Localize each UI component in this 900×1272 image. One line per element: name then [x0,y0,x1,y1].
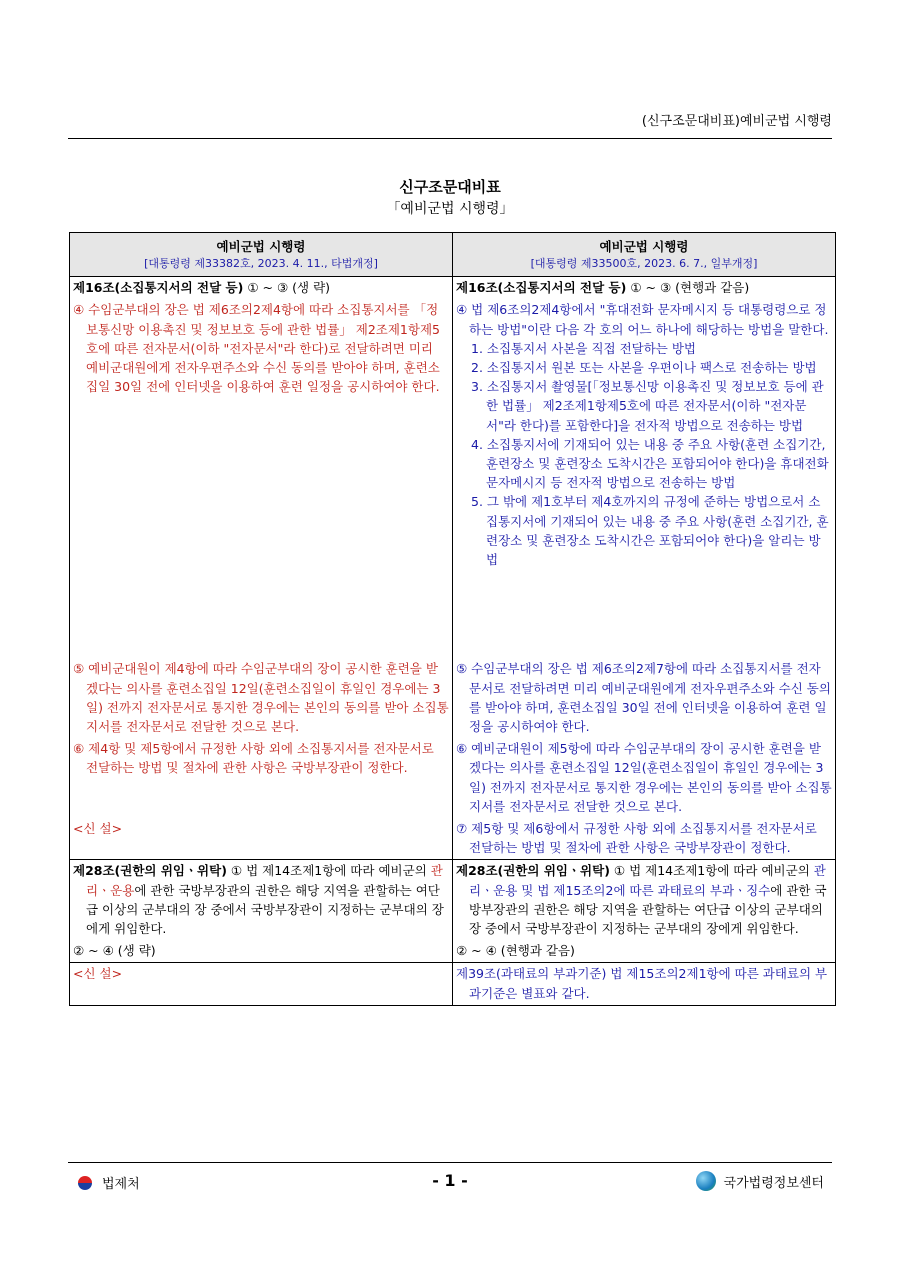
new-provision-marker: <신 설> [73,821,123,837]
article-text: ① ~ ③ (생 략) [243,280,331,296]
table-row [70,658,836,738]
changed-text: 관리ㆍ운용 [86,863,443,898]
paragraph: ② ~ ④ (현행과 같음) [456,943,575,959]
paragraph: ④ 수임군부대의 장은 법 제6조의2제4항에 따라 소집통지서를 「정보통신망 이용촉진 및 정보보호 등에 관한 법률」 제2조제1항제5호에 따른 전자문서(이하 "전자문서"라 한다)로 전달하려면 미리 예비군대원에게 전자우편주소와 수신 동의를 받아야 하며, 훈련소집일 30일 전에 인터넷을 이용하여 훈련 일정을 공시하여야 한다. [73,302,440,395]
article-heading: 제16조(소집통지서의 전달 등) [456,280,627,296]
paragraph [456,861,832,938]
comparison-table [69,232,836,1006]
paragraph: ⑥ 제4항 및 제5항에서 규정한 사항 외에 소집통지서를 전자문서로 전달하는 방법 및 절차에 관한 사항은 국방부장관이 정한다. [73,741,434,776]
list-item: 1. 소집통지서 사본을 직접 전달하는 방법 [471,340,696,356]
article-text: 에 관한 국방부장관의 권한은 해당 지역을 관할하는 여단급 이상의 군부대의 장 중에서 국방부장관이 지정하는 군부대의 장에게 위임한다. [86,882,444,937]
page-footer [68,1162,832,1199]
old-column-header [70,233,453,277]
new-cell [453,738,836,818]
changed-text: 관리ㆍ운용 및 법 제15조의2에 따른 과태료의 부과ㆍ징수 [469,863,826,898]
table-header-row [70,233,836,277]
table-row [70,738,836,818]
table-row [70,299,836,658]
article-text: ① 법 제14조제1항에 따라 예비군의 [609,863,814,879]
old-column-name: 예비군법 시행령 [216,239,306,254]
table-row [70,860,836,940]
old-cell [70,299,453,658]
new-column-name: 예비군법 시행령 [599,239,689,254]
new-cell [453,299,836,658]
old-cell [70,277,453,300]
old-cell [70,658,453,738]
old-cell [70,860,453,940]
article-heading: 제28조(권한의 위임ㆍ위탁) [456,863,610,879]
old-column-note: [대통령령 제33382호, 2023. 4. 11., 타법개정] [144,257,378,271]
article-text: ① ~ ③ (현행과 같음) [626,280,750,296]
old-cell [70,963,453,1005]
new-cell [453,277,836,300]
new-cell [453,963,836,1005]
article-heading: 제28조(권한의 위임ㆍ위탁) [73,863,227,879]
paragraph: ⑤ 예비군대원이 제4항에 따라 수임군부대의 장이 공시한 훈련을 받겠다는 의사를 훈련소집일 12일(훈련소집일이 휴일인 경우에는 3일) 전까지 전자문서로 통지한 경우에는 본인의 동의를 받아 소집통지서를 전자문서로 전달한 것으로 본다. [73,661,449,735]
table-row [70,940,836,963]
new-cell [453,818,836,860]
new-cell [453,658,836,738]
new-cell [453,940,836,963]
list-item: 5. 그 밖에 제1호부터 제4호까지의 규정에 준하는 방법으로서 소집통지서에 기재되어 있는 내용 중 주요 사항(훈련 소집기간, 훈련장소 및 훈련장소 도착시간은 포함되어야 한다)을 알리는 방법 [471,494,829,568]
paragraph: ⑤ 수임군부대의 장은 법 제6조의2제7항에 따라 소집통지서를 전자문서로 전달하려면 미리 예비군대원에게 전자우편주소와 수신 동의를 받아야 하며, 훈련소집일 30일 전에 인터넷을 이용하여 훈련 일정을 공시하여야 한다. [456,661,831,735]
old-cell [70,738,453,818]
footer-publisher-label: 법제처 [102,1177,140,1192]
page-number: - 1 - [432,1171,468,1190]
paragraph [73,861,449,938]
new-provision-marker: <신 설> [73,966,123,982]
table-row [70,277,836,300]
running-header [68,112,832,139]
document-subtitle: 「예비군법 시행령」 [386,201,514,217]
footer-source-label: 국가법령정보센터 [723,1175,824,1191]
list-item: 3. 소집통지서 촬영물[「정보통신망 이용촉진 및 정보보호 등에 관한 법률」 제2조제1항제5호에 따른 전자문서(이하 "전자문서"라 한다)를 포함한다]을 전자적 방법으로 전송하는 방법 [471,379,824,433]
document-title: 신구조문대비표 [399,178,501,196]
old-cell [70,940,453,963]
globe-icon [696,1171,716,1191]
list-item: 2. 소집통지서 원본 또는 사본을 우편이나 팩스로 전송하는 방법 [471,360,817,376]
article-text: 에 관한 국방부장관의 권한은 해당 지역을 관할하는 여단급 이상의 군부대의 장 중에서 국방부장관이 지정하는 군부대의 장에게 위임한다. [469,882,827,937]
paragraph: ④ 법 제6조의2제4항에서 "휴대전화 문자메시지 등 대통령령으로 정하는 방법"이란 다음 각 호의 어느 하나에 해당하는 방법을 말한다. [456,302,829,337]
footer-source [696,1171,824,1191]
table-row [70,963,836,1005]
paragraph: 제39조(과태료의 부과기준) 법 제15조의2제1항에 따른 과태료의 부과기준은 별표와 같다. [456,966,828,1001]
paragraph: ② ~ ④ (생 략) [73,943,156,959]
running-title: (신구조문대비표)예비군법 시행령 [641,114,832,129]
article-text: ① 법 제14조제1항에 따라 예비군의 [226,863,431,879]
table-row [70,818,836,860]
paragraph: ⑦ 제5항 및 제6항에서 규정한 사항 외에 소집통지서를 전자문서로 전달하는 방법 및 절차에 관한 사항은 국방부장관이 정한다. [456,821,817,856]
article-heading: 제16조(소집통지서의 전달 등) [73,280,244,296]
new-column-header [453,233,836,277]
new-cell [453,860,836,940]
old-cell [70,818,453,860]
paragraph: ⑥ 예비군대원이 제5항에 따라 수임군부대의 장이 공시한 훈련을 받겠다는 의사를 훈련소집일 12일(훈련소집일이 휴일인 경우에는 3일) 전까지 전자문서로 통지한 경우에는 본인의 동의를 받아 소집통지서를 전자문서로 전달한 것으로 본다. [456,741,832,814]
new-column-note: [대통령령 제33500호, 2023. 6. 7., 일부개정] [530,257,758,271]
list-item: 4. 소집통지서에 기재되어 있는 내용 중 주요 사항(훈련 소집기간, 훈련장소 및 훈련장소 도착시간은 포함되어야 한다)을 휴대전화 문자메시지 등 전자적 방법으로 전송하는 방법 [471,436,829,491]
